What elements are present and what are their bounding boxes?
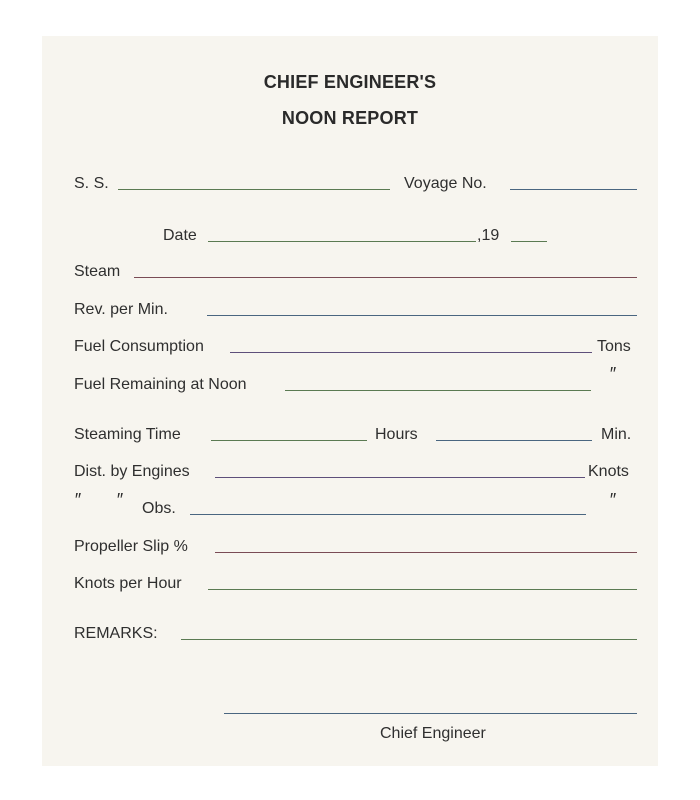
fuel-remaining-label: Fuel Remaining at Noon: [74, 376, 247, 393]
ditto-mark-engines: ″: [116, 490, 123, 510]
dist-engines-label: Dist. by Engines: [74, 463, 190, 480]
fuel-remaining-field[interactable]: [285, 390, 591, 391]
date-field[interactable]: [208, 241, 476, 242]
steam-field[interactable]: [134, 277, 637, 278]
remarks-field[interactable]: [181, 639, 637, 640]
steaming-hours-field[interactable]: [211, 440, 367, 441]
fuel-consumption-label: Fuel Consumption: [74, 338, 204, 355]
year-prefix: ,19: [477, 227, 500, 244]
steaming-time-label: Steaming Time: [74, 426, 181, 443]
fuel-consumption-field[interactable]: [230, 352, 592, 353]
signature-label: Chief Engineer: [380, 725, 486, 742]
propeller-slip-label: Propeller Slip %: [74, 538, 188, 555]
ditto-mark-knots: ″: [609, 490, 616, 510]
rev-per-min-label: Rev. per Min.: [74, 301, 168, 318]
report-title-line1: CHIEF ENGINEER'S: [263, 72, 437, 92]
voyage-field[interactable]: [510, 189, 637, 190]
dist-engines-field[interactable]: [215, 477, 585, 478]
year-field[interactable]: [511, 241, 547, 242]
rev-per-min-field[interactable]: [207, 315, 637, 316]
knots-label: Knots: [588, 463, 629, 480]
propeller-slip-field[interactable]: [215, 552, 637, 553]
ditto-mark-dist: ″: [74, 490, 81, 510]
voyage-label: Voyage No.: [404, 175, 487, 192]
dist-obs-field[interactable]: [190, 514, 586, 515]
knots-per-hour-label: Knots per Hour: [74, 575, 182, 592]
date-label: Date: [163, 227, 197, 244]
remarks-label: REMARKS:: [74, 625, 158, 642]
signature-field[interactable]: [224, 713, 637, 714]
ss-label: S. S.: [74, 175, 109, 192]
obs-label: Obs.: [142, 500, 176, 517]
report-card: [42, 36, 658, 766]
ditto-mark-tons: ″: [609, 364, 616, 384]
hours-label: Hours: [375, 426, 418, 443]
knots-per-hour-field[interactable]: [208, 589, 637, 590]
steam-label: Steam: [74, 263, 121, 280]
fuel-consumption-unit: Tons: [597, 338, 631, 355]
steaming-min-field[interactable]: [436, 440, 592, 441]
min-label: Min.: [601, 426, 632, 443]
ss-field[interactable]: [118, 189, 390, 190]
report-title-line2: NOON REPORT: [281, 108, 419, 128]
